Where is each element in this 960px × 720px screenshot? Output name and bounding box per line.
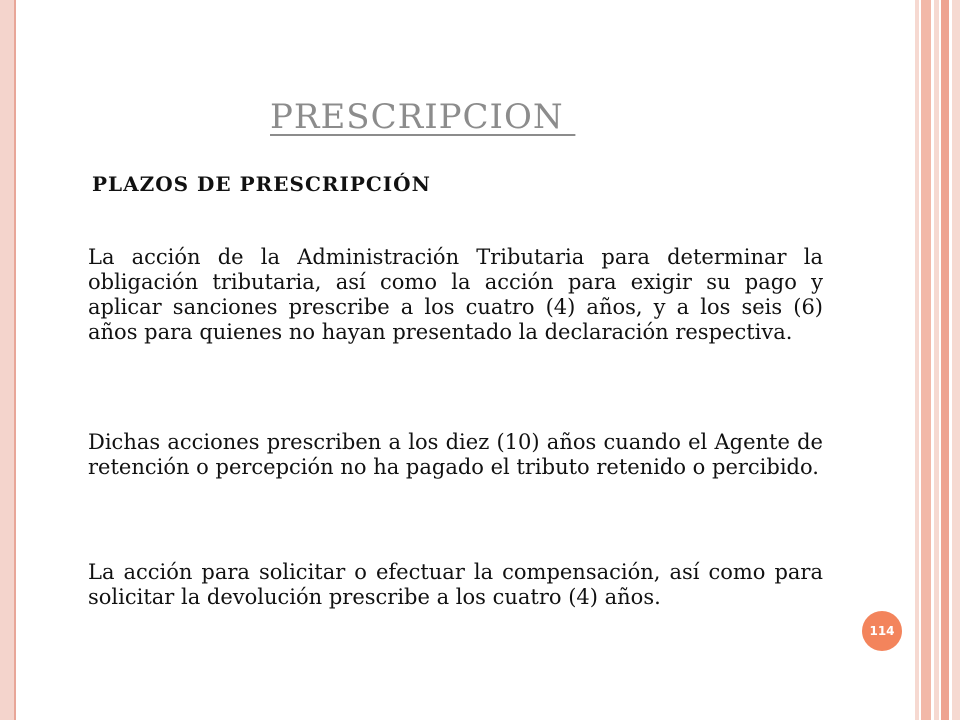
stripe [941,0,949,720]
right-stripes-decoration [915,0,960,720]
stripe [952,0,960,720]
paragraph-1: La acción de la Administración Tributaria para determinar la obligación tributaria, así como la acción para exigir su pago y aplicar sanciones prescribe a los cuatro (4) años, y a los seis (6) años para quienes no hayan presentado la declaración respectiva. [88,245,823,344]
slide-title: PRESCRIPCION [270,97,576,137]
left-border-decoration [0,0,16,720]
stripe [934,0,939,720]
page-number-badge: 114 [862,611,902,651]
stripe [915,0,919,720]
section-heading: PLAZOS DE PRESCRIPCIÓN [92,172,431,196]
stripe [921,0,931,720]
paragraph-2: Dichas acciones prescriben a los diez (10) años cuando el Agente de retención o percepción no ha pagado el tributo retenido o percibido. [88,430,823,479]
paragraph-3: La acción para solicitar o efectuar la compensación, así como para solicitar la devolución prescribe a los cuatro (4) años. [88,560,823,609]
